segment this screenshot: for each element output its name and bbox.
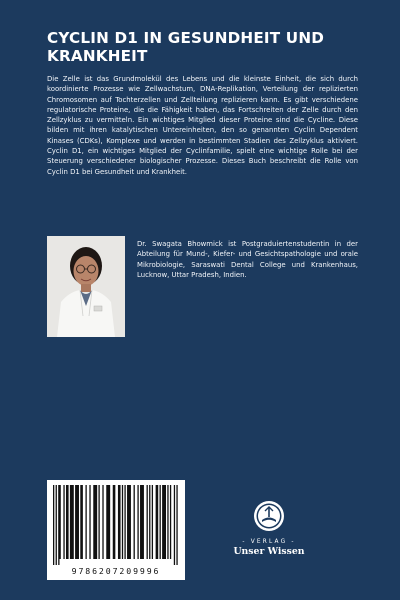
barcode-bar (113, 485, 116, 559)
barcode-bar (170, 485, 171, 559)
barcode-bar (63, 485, 64, 559)
publisher-logo-icon (253, 500, 285, 534)
barcode-bar (147, 485, 148, 559)
barcode-bar (80, 485, 83, 559)
barcode-bar (56, 485, 57, 565)
barcode-bar (59, 485, 60, 559)
barcode-bar (134, 485, 135, 559)
barcode-bar (102, 485, 103, 559)
publisher-block (216, 500, 322, 560)
barcode-bar (167, 485, 168, 559)
publisher-label: - VERLAG - (242, 539, 296, 545)
barcode-bar (122, 485, 123, 559)
barcode-bar (118, 485, 121, 559)
book-title: CYCLIN D1 IN GESUNDHEIT UND KRANKHEIT (47, 29, 325, 65)
barcode-bar (137, 485, 138, 559)
barcode-bar (93, 485, 97, 559)
author-bio: Dr. Swagata Bhowmick ist Postgraduiertenstudentin in der Abteilung für Mund-, Kiefer- und Gesichtspathologie und orale Mikrobiologie, Saraswati Dental College und Krankenhaus, Lucknow, Uttar Pradesh, Indien. (137, 240, 358, 279)
barcode-bar (85, 485, 86, 559)
barcode-bar (70, 485, 74, 559)
barcode-bar (152, 485, 153, 559)
isbn-number: 9786207209996 (71, 566, 161, 576)
barcode-bar (160, 485, 161, 559)
author-photo (47, 236, 125, 337)
author-portrait-image (47, 236, 125, 337)
barcode-bar (176, 485, 177, 565)
barcode-bar (66, 485, 69, 559)
barcode-bar (174, 485, 175, 565)
barcode-bar (106, 485, 110, 559)
barcode-bar (149, 485, 150, 559)
barcode-bar (89, 485, 90, 559)
barcode-bar (156, 485, 159, 559)
barcode-bar (162, 485, 166, 559)
barcode-bars (53, 485, 179, 565)
barcode-bar (53, 485, 54, 565)
barcode-bar (75, 485, 79, 559)
barcode-bar (140, 485, 144, 559)
publisher-name: Unser Wissen (233, 546, 305, 557)
barcode-bar (98, 485, 99, 559)
barcode-bar (124, 485, 125, 559)
barcode-bar (127, 485, 131, 559)
isbn-barcode (47, 480, 185, 580)
book-description: Die Zelle ist das Grundmolekül des Lebens und die kleinste Einheit, die sich durch koordinierte Prozesse wie Zellwachstum, DNA-Replikation, Verteilung der replizierten Chromosomen auf Tochterzellen und Zellteilung replizieren kann. Es gibt verschiedene regulatorische Proteine, die die Fähigkeit haben, das Fortschreiten der Zelle durch den Zellzyklus zu vermitteln. Ein wichtiges Mitglied dieser Proteine sind die Cycline. Diese bilden mit ihren katalytischen Untereinheiten, den so genannten Cyclin Dependent Kinases (CDKs), Komplexe und werden in bestimmten Stadien des Zellzyklus aktiviert. Cyclin D1, ein wichtiges Mitglied der Cyclinfamilie, spielt eine wichtige Rolle bei der Steuerung verschiedener biologischer Prozesse. Dieses Buch beschreibt die Rolle von Cyclin D1 bei Gesundheit und Krankheit. (47, 75, 358, 176)
barcode-bar (58, 485, 59, 565)
